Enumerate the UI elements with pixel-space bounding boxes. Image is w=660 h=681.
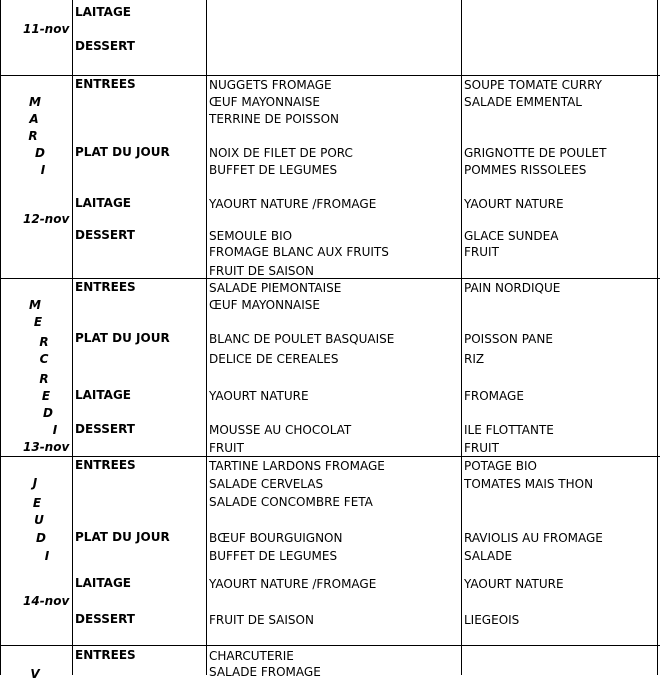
menu-item: POISSON PANE (464, 332, 553, 346)
day-letter: R (28, 129, 38, 143)
menu-item: SALADE PIEMONTAISE (209, 281, 342, 295)
menu-item: ILE FLOTTANTE (464, 423, 554, 437)
grid-line-right (657, 0, 658, 675)
day-letter: R (39, 335, 49, 349)
menu-item: LIEGEOIS (464, 613, 520, 627)
menu-item: FRUIT DE SAISON (209, 264, 314, 278)
menu-item: ŒUF MAYONNAISE (209, 95, 320, 109)
menu-item: SEMOULE BIO (209, 229, 293, 243)
menu-item: TARTINE LARDONS FROMAGE (209, 459, 385, 473)
menu-item: GLACE SUNDEA (464, 229, 559, 243)
category-label: PLAT DU JOUR (75, 145, 170, 159)
category-label: DESSERT (75, 228, 135, 242)
day-date: 12-nov (23, 212, 70, 226)
category-label: ENTREES (75, 77, 136, 91)
menu-item: ŒUF MAYONNAISE (209, 298, 320, 312)
day-letter: E (33, 315, 43, 329)
row-divider (0, 645, 660, 646)
day-letter: I (40, 163, 46, 177)
day-letter: J (32, 476, 38, 490)
day-letter: E (32, 496, 42, 510)
day-letter: V (30, 667, 40, 681)
menu-item: FRUIT (209, 441, 244, 455)
menu-item: RIZ (464, 352, 485, 366)
row-divider (0, 75, 660, 76)
day-letter: D (36, 531, 46, 545)
grid-line-col-menu1 (461, 0, 462, 675)
day-letter: E (41, 389, 51, 403)
menu-item: YAOURT NATURE /FROMAGE (209, 577, 377, 591)
day-letter: M (29, 95, 41, 109)
day-letter: I (52, 423, 58, 437)
menu-item: MOUSSE AU CHOCOLAT (209, 423, 352, 437)
row-divider (0, 456, 660, 457)
menu-item: DELICE DE CEREALES (209, 352, 339, 366)
menu-item: SALADE CERVELAS (209, 477, 324, 491)
menu-item: NUGGETS FROMAGE (209, 78, 332, 92)
menu-item: TERRINE DE POISSON (209, 112, 340, 126)
category-label: PLAT DU JOUR (75, 331, 170, 345)
category-label: DESSERT (75, 612, 135, 626)
day-letter: A (29, 112, 39, 126)
day-letter: D (35, 146, 45, 160)
category-label: PLAT DU JOUR (75, 530, 170, 544)
category-label: ENTREES (75, 648, 136, 662)
menu-item: CHARCUTERIE (209, 649, 294, 663)
category-label: ENTREES (75, 458, 136, 472)
menu-item: BŒUF BOURGUIGNON (209, 531, 343, 545)
menu-item: NOIX DE FILET DE PORC (209, 146, 353, 160)
menu-item: FRUIT (464, 245, 499, 259)
menu-item: FROMAGE BLANC AUX FRUITS (209, 245, 389, 259)
day-date: 14-nov (23, 594, 70, 608)
day-letter: M (29, 298, 41, 312)
menu-item: GRIGNOTTE DE POULET (464, 146, 607, 160)
grid-line-col-category (206, 0, 207, 675)
day-letter: R (39, 372, 49, 386)
menu-item: YAOURT NATURE /FROMAGE (209, 197, 377, 211)
row-divider (0, 278, 660, 279)
menu-item: POTAGE BIO (464, 459, 537, 473)
menu-item: TOMATES MAIS THON (464, 477, 594, 491)
menu-item: SOUPE TOMATE CURRY (464, 78, 603, 92)
menu-item: FRUIT DE SAISON (209, 613, 314, 627)
menu-item: FROMAGE (464, 389, 524, 403)
category-label: LAITAGE (75, 196, 131, 210)
day-letter: D (43, 406, 53, 420)
day-date: 11-nov (23, 22, 70, 36)
menu-item: BLANC DE POULET BASQUAISE (209, 332, 395, 346)
category-label: DESSERT (75, 422, 135, 436)
menu-item: SALADE FROMAGE (209, 665, 321, 679)
menu-item: YAOURT NATURE (464, 197, 564, 211)
category-label: LAITAGE (75, 5, 131, 19)
menu-item: PAIN NORDIQUE (464, 281, 561, 295)
day-letter: I (44, 549, 50, 563)
menu-item: BUFFET DE LEGUMES (209, 549, 338, 563)
menu-item: POMMES RISSOLEES (464, 163, 587, 177)
menu-item: SALADE EMMENTAL (464, 95, 582, 109)
day-letter: C (39, 352, 49, 366)
menu-item: YAOURT NATURE (464, 577, 564, 591)
menu-item: SALADE CONCOMBRE FETA (209, 495, 373, 509)
day-letter: U (34, 513, 44, 527)
day-date: 13-nov (23, 440, 70, 454)
menu-item: YAOURT NATURE (209, 389, 309, 403)
category-label: ENTREES (75, 280, 136, 294)
category-label: DESSERT (75, 39, 135, 53)
menu-item: SALADE (464, 549, 513, 563)
category-label: LAITAGE (75, 388, 131, 402)
menu-item: FRUIT (464, 441, 499, 455)
category-label: LAITAGE (75, 576, 131, 590)
menu-item: BUFFET DE LEGUMES (209, 163, 338, 177)
menu-item: RAVIOLIS AU FROMAGE (464, 531, 603, 545)
